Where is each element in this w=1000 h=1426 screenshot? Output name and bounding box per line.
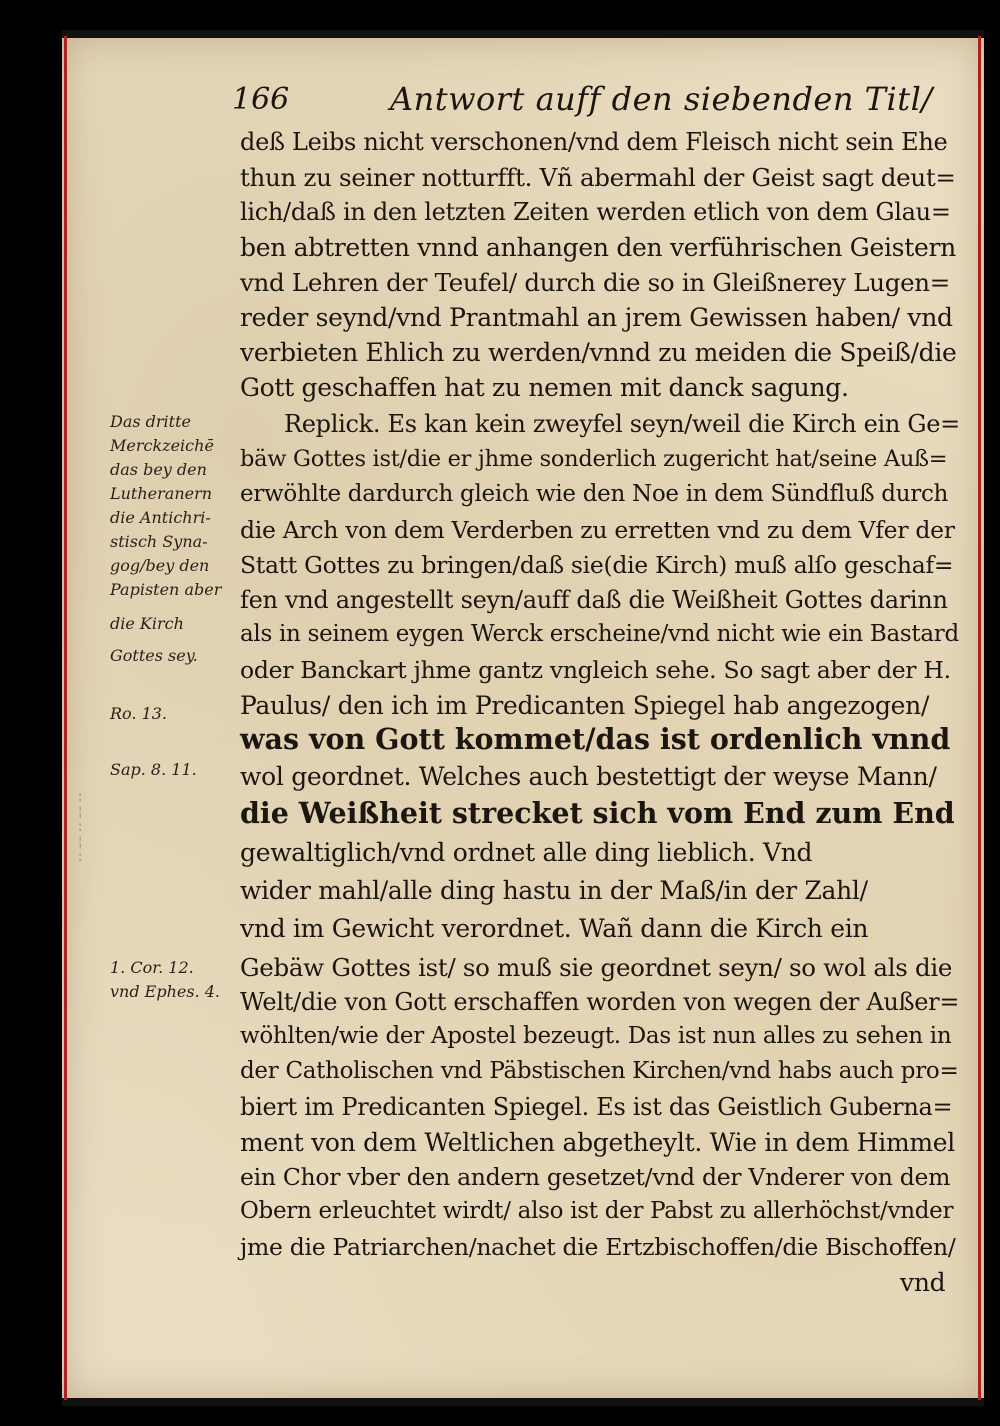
- text-line: erwöhlte dardurch gleich wie den Noe in dem Sündfluß durch: [240, 481, 949, 507]
- text-line: Gott geschaffen hat zu nemen mit danck sagung.: [240, 373, 849, 402]
- text-line: oder Banckart jhme gantz vngleich sehe. So sagt aber der H.: [240, 656, 951, 684]
- margin-note-reference: vnd Ephes. 4.: [110, 982, 221, 1001]
- scan-edge-bottom: [62, 1398, 984, 1406]
- text-line: deß Leibs nicht verschonen/vnd dem Fleisch nicht sein Ehe: [240, 128, 948, 156]
- text-line: vnd im Gewicht verordnet. Wañ dann die Kirch ein: [240, 914, 869, 943]
- crop-border-right: [978, 36, 981, 1400]
- text-line: reder seynd/vnd Prantmahl an jrem Gewissen haben/ vnd: [240, 303, 953, 332]
- text-line: Obern erleuchtet wirdt/ also ist der Pabst zu allerhöchst/vnder: [240, 1198, 954, 1224]
- text-line: Replick. Es kan kein zweyfel seyn/weil die Kirch ein Ge=: [284, 410, 960, 438]
- text-line: ein Chor vber den andern gesetzet/vnd der Vnderer von dem: [240, 1163, 951, 1191]
- text-line: Statt Gottes zu bringen/daß sie(die Kirch) muß alſo geschaf=: [240, 551, 954, 579]
- margin-note: das bey den: [110, 460, 207, 479]
- text-line: Paulus/ den ich im Predicanten Spiegel hab angezogen/: [240, 691, 930, 720]
- text-line: vnd Lehren der Teufel/ durch die so in Gleißnerey Lugen=: [240, 268, 951, 297]
- catchword: vnd: [900, 1268, 946, 1297]
- text-line: biert im Predicanten Spiegel. Es ist das Geistlich Guberna=: [240, 1093, 953, 1121]
- crop-border-left: [64, 36, 67, 1400]
- margin-note: Papisten aber: [110, 580, 222, 599]
- margin-note-reference: 1. Cor. 12.: [110, 958, 194, 977]
- margin-note: Merckzeichē: [110, 436, 214, 455]
- page-number: 166: [232, 82, 290, 117]
- running-head: Antwort auff den siebenden Titl/: [390, 80, 933, 118]
- text-line: fen vnd angestellt seyn/auff daß die Weißheit Gottes darinn: [240, 586, 948, 614]
- text-line-emphasis: was von Gott kommet/das ist ordenlich vnnd: [240, 722, 951, 756]
- ink-bleed-mark: : ¦ : ¦ :: [76, 789, 85, 865]
- margin-note: die Antichri-: [110, 508, 211, 527]
- text-line-emphasis: die Weißheit strecket sich vom End zum End: [240, 796, 955, 830]
- margin-note: gog/bey den: [110, 556, 210, 575]
- text-line: der Catholischen vnd Päbstischen Kirchen/vnd habs auch pro=: [240, 1058, 959, 1084]
- margin-note: Lutheranern: [110, 484, 213, 503]
- text-line: Gebäw Gottes ist/ so muß sie geordnet seyn/ so wol als die: [240, 953, 953, 982]
- text-line: als in seinem eygen Werck erscheine/vnd nicht wie ein Bastard: [240, 621, 959, 647]
- margin-note: die Kirch: [110, 614, 184, 633]
- text-line: thun zu seiner notturfft. Vñ abermahl der Geist sagt deut=: [240, 163, 956, 192]
- text-line: wider mahl/alle ding hastu in der Maß/in der Zahl/: [240, 876, 868, 905]
- text-line: gewaltiglich/vnd ordnet alle ding lieblich. Vnd: [240, 838, 813, 867]
- text-line: wol geordnet. Welches auch bestettigt der weyse Mann/: [240, 762, 937, 791]
- text-line: verbieten Ehlich zu werden/vnnd zu meiden die Speiß/die: [240, 338, 957, 367]
- margin-note-reference: Sap. 8. 11.: [110, 760, 197, 779]
- text-line: ben abtretten vnnd anhangen den verführischen Geistern: [240, 233, 956, 262]
- text-line: die Arch von dem Verderben zu erretten vnd zu dem Vfer der: [240, 516, 955, 544]
- margin-note: stisch Syna-: [110, 532, 208, 551]
- text-line: lich/daß in den letzten Zeiten werden etlich von dem Glau=: [240, 198, 951, 226]
- text-line: Welt/die von Gott erschaffen worden von wegen der Außer=: [240, 988, 960, 1016]
- margin-note: Gottes sey.: [110, 646, 198, 665]
- text-line: bäw Gottes ist/die er jhme sonderlich zugericht hat/seine Auß=: [240, 446, 948, 472]
- text-line: ment von dem Weltlichen abgetheylt. Wie in dem Himmel: [240, 1128, 955, 1157]
- scan-edge-top: [62, 30, 984, 38]
- text-line: wöhlten/wie der Apostel bezeugt. Das ist nun alles zu sehen in: [240, 1023, 952, 1049]
- text-line: jme die Patriarchen/nachet die Ertzbischoffen/die Bischoffen/: [240, 1233, 956, 1261]
- margin-note-reference: Ro. 13.: [110, 704, 168, 723]
- margin-note: Das dritte: [110, 412, 191, 431]
